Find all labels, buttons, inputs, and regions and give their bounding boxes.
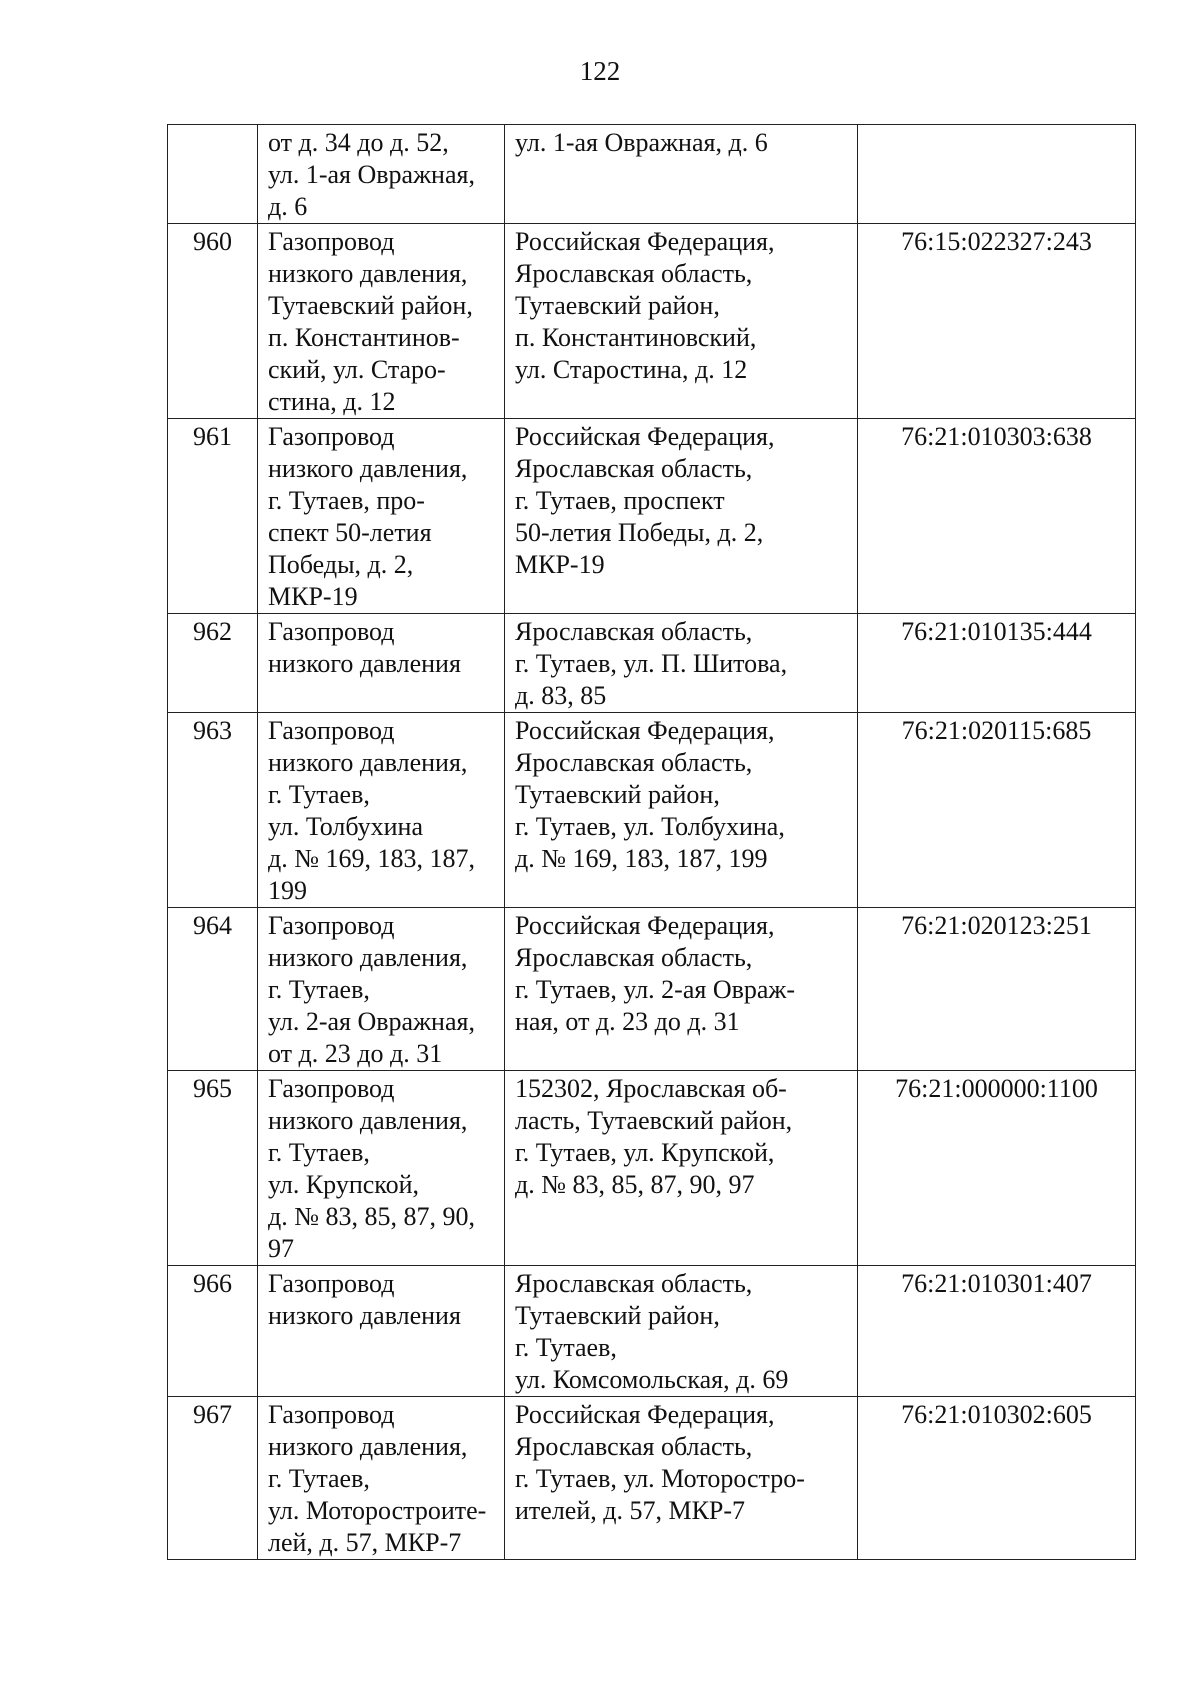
object-address-cell: 152302, Ярославская об- ласть, Тутаевский район, г. Тутаев, ул. Крупской, д. № 83, 85, 87, 90, 97: [505, 1071, 858, 1266]
object-number-cell: 961: [168, 419, 258, 614]
object-number-cell: 966: [168, 1266, 258, 1397]
registry-table: [167, 124, 1136, 1560]
cadastral-number-cell: 76:21:000000:1100: [858, 1071, 1136, 1266]
object-name-cell: Газопровод низкого давления, г. Тутаев, ул. 2-ая Овражная, от д. 23 до д. 31: [258, 908, 505, 1071]
object-name-cell: Газопровод низкого давления, г. Тутаев, про- спект 50-летия Победы, д. 2, МКР-19: [258, 419, 505, 614]
registry-table-body: [168, 125, 1136, 1560]
object-address-cell: Российская Федерация, Ярославская область, Тутаевский район, г. Тутаев, ул. Толбухина, д. № 169, 183, 187, 199: [505, 713, 858, 908]
object-name-cell: Газопровод низкого давления: [258, 1266, 505, 1397]
cadastral-number-cell: 76:15:022327:243: [858, 224, 1136, 419]
registry-table-container: [167, 124, 1135, 1560]
object-name-cell: Газопровод низкого давления, Тутаевский район, п. Константинов- ский, ул. Старо- стина, д. 12: [258, 224, 505, 419]
table-row: [168, 1266, 1136, 1397]
object-name-cell: Газопровод низкого давления, г. Тутаев, ул. Толбухина д. № 169, 183, 187, 199: [258, 713, 505, 908]
table-row: [168, 908, 1136, 1071]
object-name-cell: Газопровод низкого давления, г. Тутаев, ул. Моторостроите- лей, д. 57, МКР-7: [258, 1397, 505, 1560]
cadastral-number-cell: 76:21:010301:407: [858, 1266, 1136, 1397]
object-number-cell: 962: [168, 614, 258, 713]
cadastral-number-cell: 76:21:010303:638: [858, 419, 1136, 614]
object-number-cell: 960: [168, 224, 258, 419]
table-row: [168, 224, 1136, 419]
cadastral-number-cell: 76:21:010135:444: [858, 614, 1136, 713]
table-row: [168, 1071, 1136, 1266]
object-address-cell: ул. 1-ая Овражная, д. 6: [505, 125, 858, 224]
object-address-cell: Российская Федерация, Ярославская область, г. Тутаев, ул. Моторостро- ителей, д. 57, МКР-7: [505, 1397, 858, 1560]
object-name-cell: от д. 34 до д. 52, ул. 1-ая Овражная, д. 6: [258, 125, 505, 224]
cadastral-number-cell: [858, 125, 1136, 224]
table-row: [168, 614, 1136, 713]
object-number-cell: 964: [168, 908, 258, 1071]
table-row: [168, 125, 1136, 224]
table-row: [168, 713, 1136, 908]
object-number-cell: [168, 125, 258, 224]
cadastral-number-cell: 76:21:020123:251: [858, 908, 1136, 1071]
object-address-cell: Российская Федерация, Ярославская область, г. Тутаев, проспект 50-летия Победы, д. 2, МКР-19: [505, 419, 858, 614]
cadastral-number-cell: 76:21:020115:685: [858, 713, 1136, 908]
object-number-cell: 967: [168, 1397, 258, 1560]
object-number-cell: 963: [168, 713, 258, 908]
object-name-cell: Газопровод низкого давления, г. Тутаев, ул. Крупской, д. № 83, 85, 87, 90, 97: [258, 1071, 505, 1266]
cadastral-number-cell: 76:21:010302:605: [858, 1397, 1136, 1560]
table-row: [168, 1397, 1136, 1560]
object-address-cell: Ярославская область, Тутаевский район, г. Тутаев, ул. Комсомольская, д. 69: [505, 1266, 858, 1397]
object-number-cell: 965: [168, 1071, 258, 1266]
object-address-cell: Ярославская область, г. Тутаев, ул. П. Шитова, д. 83, 85: [505, 614, 858, 713]
object-address-cell: Российская Федерация, Ярославская область, Тутаевский район, п. Константиновский, ул. Старостина, д. 12: [505, 224, 858, 419]
table-row: [168, 419, 1136, 614]
page-number: 122: [579, 56, 621, 86]
object-name-cell: Газопровод низкого давления: [258, 614, 505, 713]
object-address-cell: Российская Федерация, Ярославская область, г. Тутаев, ул. 2-ая Овраж- ная, от д. 23 до д. 31: [505, 908, 858, 1071]
